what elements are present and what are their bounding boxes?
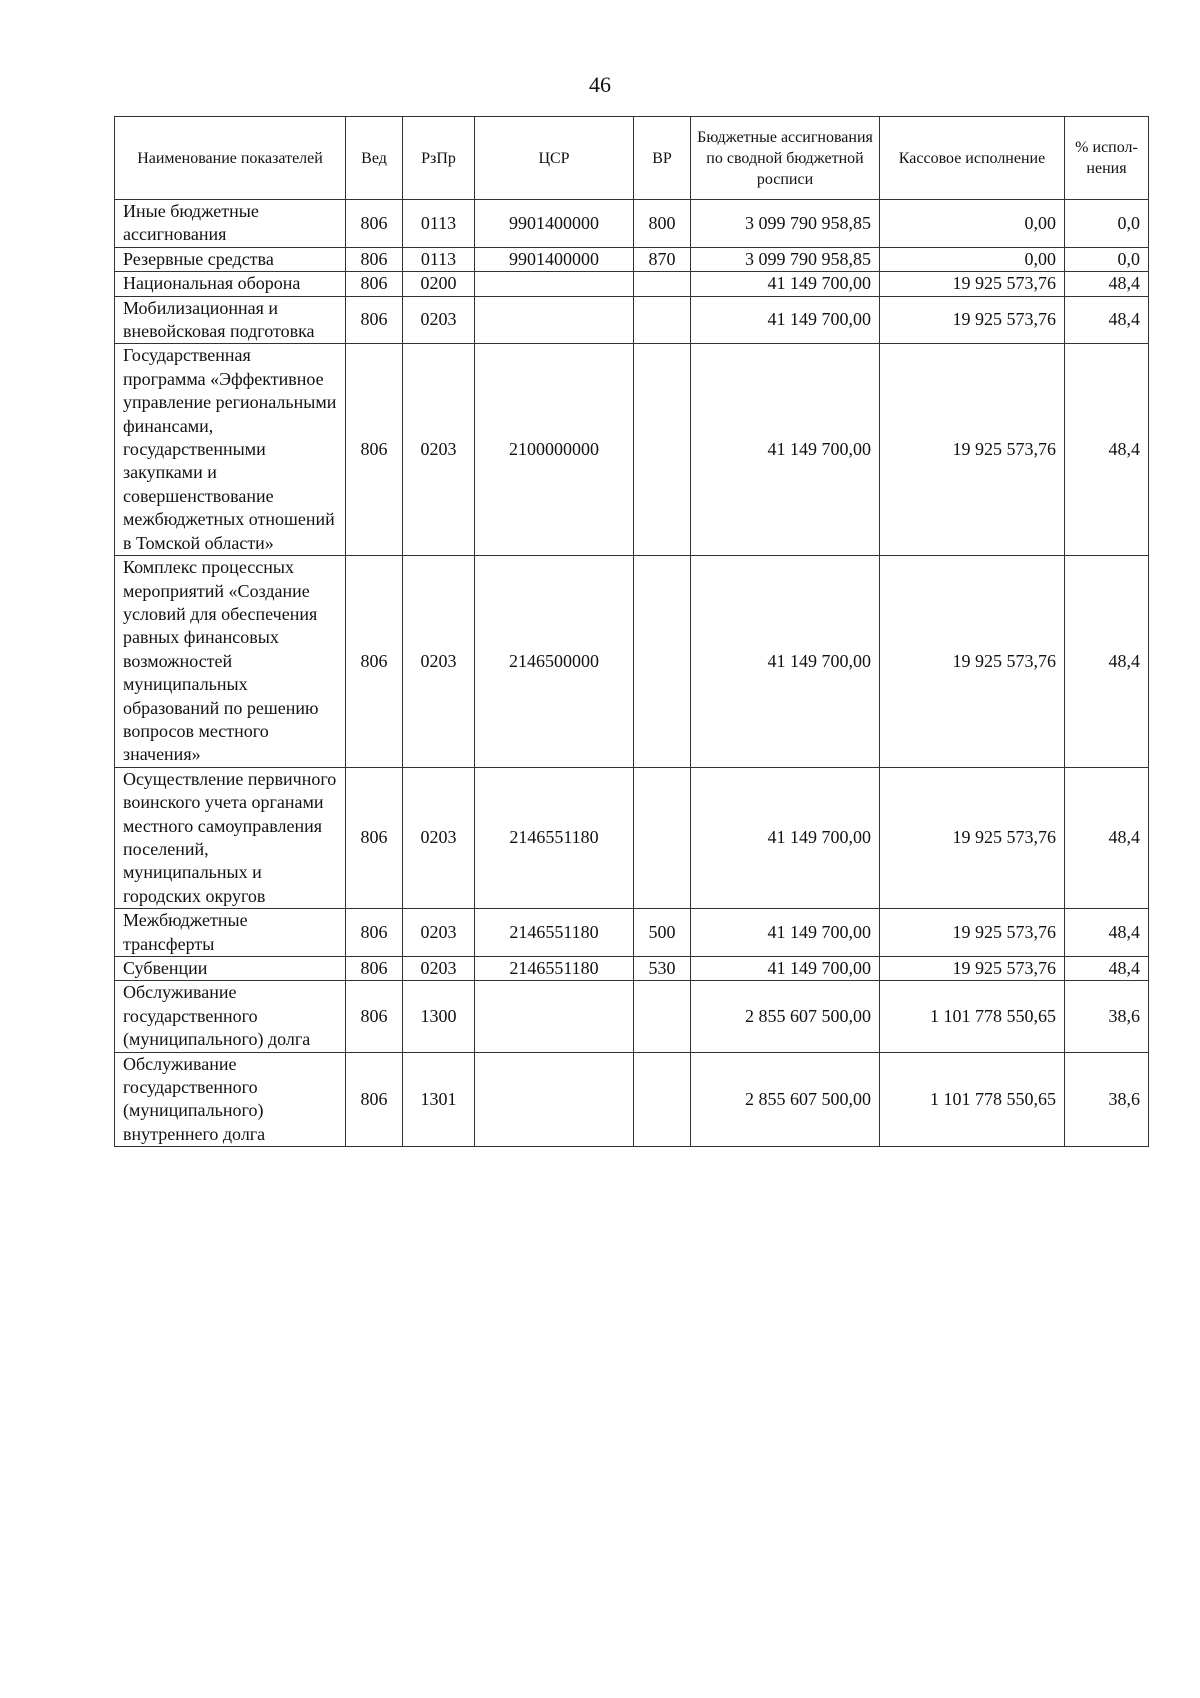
row-csr <box>475 1052 634 1147</box>
row-rzpr: 0203 <box>403 909 475 957</box>
table-header-row <box>115 117 1149 200</box>
row-cash: 19 925 573,76 <box>880 767 1065 908</box>
row-budget: 3 099 790 958,85 <box>691 200 880 248</box>
row-cash: 19 925 573,76 <box>880 296 1065 344</box>
row-cash: 19 925 573,76 <box>880 344 1065 556</box>
row-cash: 1 101 778 550,65 <box>880 1052 1065 1147</box>
row-name: Иные бюджетные ассигнования <box>115 200 346 248</box>
row-csr: 2146551180 <box>475 909 634 957</box>
row-csr <box>475 981 634 1052</box>
row-cash: 19 925 573,76 <box>880 272 1065 296</box>
table-row <box>115 272 1149 296</box>
row-csr: 2100000000 <box>475 344 634 556</box>
row-rzpr: 0203 <box>403 767 475 908</box>
row-pct: 0,0 <box>1065 200 1149 248</box>
row-name: Комплекс процессных мероприятий «Создание условий для обеспечения равных финансовых возможностей муниципальных образований по решению вопросов местного значения» <box>115 556 346 768</box>
table-row <box>115 344 1149 556</box>
row-ved: 806 <box>346 957 403 981</box>
row-rzpr: 0203 <box>403 957 475 981</box>
row-vr <box>634 344 691 556</box>
row-csr: 2146551180 <box>475 957 634 981</box>
header-vr: ВР <box>634 117 691 200</box>
table-row <box>115 957 1149 981</box>
header-rzpr: РзПр <box>403 117 475 200</box>
row-ved: 806 <box>346 296 403 344</box>
table-row <box>115 981 1149 1052</box>
table-row <box>115 767 1149 908</box>
table-row <box>115 296 1149 344</box>
row-pct: 38,6 <box>1065 981 1149 1052</box>
header-ved: Вед <box>346 117 403 200</box>
row-vr <box>634 272 691 296</box>
row-rzpr: 0203 <box>403 556 475 768</box>
table-row <box>115 200 1149 248</box>
page-number: 46 <box>589 72 611 97</box>
row-pct: 48,4 <box>1065 767 1149 908</box>
row-cash: 19 925 573,76 <box>880 909 1065 957</box>
row-name: Субвенции <box>115 957 346 981</box>
row-name: Обслуживание государственного (муниципального) внутреннего долга <box>115 1052 346 1147</box>
row-budget: 41 149 700,00 <box>691 296 880 344</box>
row-csr: 9901400000 <box>475 200 634 248</box>
row-vr <box>634 981 691 1052</box>
row-budget: 41 149 700,00 <box>691 344 880 556</box>
table-row <box>115 909 1149 957</box>
table-row <box>115 1052 1149 1147</box>
row-name: Национальная оборона <box>115 272 346 296</box>
row-ved: 806 <box>346 909 403 957</box>
header-cash: Кассовое исполнение <box>880 117 1065 200</box>
row-ved: 806 <box>346 556 403 768</box>
row-ved: 806 <box>346 200 403 248</box>
row-csr: 2146551180 <box>475 767 634 908</box>
row-pct: 48,4 <box>1065 909 1149 957</box>
row-pct: 48,4 <box>1065 957 1149 981</box>
row-rzpr: 1301 <box>403 1052 475 1147</box>
row-budget: 41 149 700,00 <box>691 957 880 981</box>
row-pct: 48,4 <box>1065 296 1149 344</box>
row-rzpr: 0113 <box>403 200 475 248</box>
budget-execution-table <box>114 116 1149 1147</box>
header-budget: Бюджетные ассигнования по сводной бюджетной росписи <box>691 117 880 200</box>
row-ved: 806 <box>346 1052 403 1147</box>
header-pct: % испол-нения <box>1065 117 1149 200</box>
row-vr <box>634 556 691 768</box>
row-budget: 41 149 700,00 <box>691 909 880 957</box>
row-vr: 800 <box>634 200 691 248</box>
row-name: Межбюджетные трансферты <box>115 909 346 957</box>
row-budget: 2 855 607 500,00 <box>691 981 880 1052</box>
row-name: Государственная программа «Эффективное управление региональными финансами, государственными закупками и совершенствование межбюджетных отношений в Томской области» <box>115 344 346 556</box>
row-rzpr: 0113 <box>403 247 475 271</box>
row-pct: 48,4 <box>1065 344 1149 556</box>
row-budget: 2 855 607 500,00 <box>691 1052 880 1147</box>
row-vr: 500 <box>634 909 691 957</box>
row-cash: 0,00 <box>880 247 1065 271</box>
row-vr <box>634 767 691 908</box>
row-vr <box>634 1052 691 1147</box>
row-rzpr: 0203 <box>403 344 475 556</box>
row-rzpr: 0200 <box>403 272 475 296</box>
row-budget: 41 149 700,00 <box>691 272 880 296</box>
row-name: Резервные средства <box>115 247 346 271</box>
row-budget: 3 099 790 958,85 <box>691 247 880 271</box>
row-ved: 806 <box>346 247 403 271</box>
table-row <box>115 556 1149 768</box>
row-cash: 19 925 573,76 <box>880 957 1065 981</box>
header-name: Наименование показателей <box>115 117 346 200</box>
row-name: Осуществление первичного воинского учета органами местного самоуправления поселений, муниципальных и городских округов <box>115 767 346 908</box>
row-budget: 41 149 700,00 <box>691 767 880 908</box>
row-vr: 530 <box>634 957 691 981</box>
row-cash: 19 925 573,76 <box>880 556 1065 768</box>
row-rzpr: 1300 <box>403 981 475 1052</box>
row-ved: 806 <box>346 981 403 1052</box>
row-ved: 806 <box>346 767 403 908</box>
row-pct: 0,0 <box>1065 247 1149 271</box>
row-ved: 806 <box>346 344 403 556</box>
row-csr <box>475 296 634 344</box>
row-vr: 870 <box>634 247 691 271</box>
row-budget: 41 149 700,00 <box>691 556 880 768</box>
row-ved: 806 <box>346 272 403 296</box>
row-pct: 48,4 <box>1065 556 1149 768</box>
table-row <box>115 247 1149 271</box>
row-cash: 1 101 778 550,65 <box>880 981 1065 1052</box>
row-vr <box>634 296 691 344</box>
row-cash: 0,00 <box>880 200 1065 248</box>
header-csr: ЦСР <box>475 117 634 200</box>
row-name: Обслуживание государственного (муниципального) долга <box>115 981 346 1052</box>
row-pct: 48,4 <box>1065 272 1149 296</box>
row-name: Мобилизационная и вневойсковая подготовка <box>115 296 346 344</box>
row-pct: 38,6 <box>1065 1052 1149 1147</box>
row-csr: 2146500000 <box>475 556 634 768</box>
row-csr <box>475 272 634 296</box>
row-csr: 9901400000 <box>475 247 634 271</box>
row-rzpr: 0203 <box>403 296 475 344</box>
